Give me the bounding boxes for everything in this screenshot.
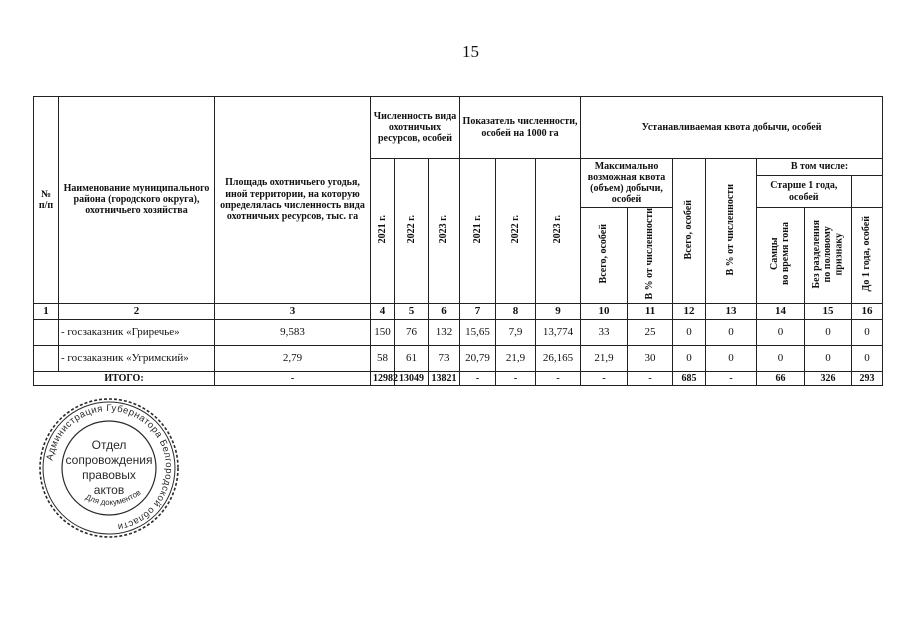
header-pop-2022-label: 2022 г.: [405, 215, 417, 244]
total-value: 66: [757, 371, 805, 385]
cell-value: 0: [852, 345, 883, 371]
seal-center-line-3: правовых: [82, 468, 136, 482]
cell-value: 58: [371, 345, 395, 371]
header-max-pct: [628, 208, 673, 304]
header-quota: Устанавливаемая квота добычи, особей: [581, 97, 883, 159]
header-males: [757, 208, 805, 304]
total-row: [34, 371, 883, 385]
cell-value: 0: [805, 345, 852, 371]
header-max-pct-label: В % от численности: [644, 208, 656, 300]
header-pop-2021: [371, 159, 395, 304]
cell-area: 2,79: [215, 345, 371, 371]
header-den-2021: [460, 159, 496, 304]
cell-value: 0: [757, 345, 805, 371]
column-number: 10: [581, 303, 628, 319]
cell-value: 15,65: [460, 319, 496, 345]
cell-value: 150: [371, 319, 395, 345]
header-nosex: [805, 208, 852, 304]
cell-value: 25: [628, 319, 673, 345]
total-value: 13821: [429, 371, 460, 385]
cell-num: [34, 345, 59, 371]
seal-bottom-text: Для документов: [84, 487, 143, 508]
header-den-2022-label: 2022 г.: [509, 215, 521, 244]
cell-value: 0: [673, 345, 706, 371]
table-row: [34, 319, 883, 345]
seal-center-line-2: сопровождения: [65, 453, 153, 467]
header-pop-2022: [395, 159, 429, 304]
column-number: 4: [371, 303, 395, 319]
column-number: 14: [757, 303, 805, 319]
cell-name: - госзаказник «Гриречье»: [59, 319, 215, 345]
header-max-total: [581, 208, 628, 304]
header-males-label: Самцы во время гона: [769, 222, 792, 286]
total-value: -: [496, 371, 536, 385]
total-value: -: [581, 371, 628, 385]
header-under1: [852, 208, 883, 304]
header-under1-label: До 1 года, особей: [861, 216, 873, 292]
cell-value: 33: [581, 319, 628, 345]
header-density: Показатель численности, особей на 1000 га: [460, 97, 581, 159]
column-number: 12: [673, 303, 706, 319]
cell-value: 0: [673, 319, 706, 345]
cell-value: 21,9: [496, 345, 536, 371]
header-name: Наименование муниципального района (городского округа), охотничьего хозяйства: [59, 97, 215, 304]
header-pop-2023: [429, 159, 460, 304]
header-total-pct-label: В % от численности: [725, 183, 737, 275]
quota-table: [33, 96, 883, 386]
column-number: 2: [59, 303, 215, 319]
page-number: 15: [462, 42, 479, 61]
header-max-quota: Максимально возможная квота (объем) добычи, особей: [581, 159, 673, 208]
total-value: 326: [805, 371, 852, 385]
cell-value: 0: [757, 319, 805, 345]
header-including: В том числе:: [757, 159, 882, 176]
column-number: 7: [460, 303, 496, 319]
cell-value: 7,9: [496, 319, 536, 345]
cell-value: 21,9: [581, 345, 628, 371]
cell-area: 9,583: [215, 319, 371, 345]
table-row: [34, 345, 883, 371]
total-label: ИТОГО:: [34, 371, 215, 385]
header-total: [673, 159, 706, 304]
cell-value: 0: [706, 345, 757, 371]
total-value: -: [706, 371, 757, 385]
column-numbers-row: [34, 303, 883, 319]
total-value: -: [536, 371, 581, 385]
total-value: 13049: [395, 371, 429, 385]
header-total-label: Всего, особей: [683, 199, 695, 259]
cell-num: [34, 319, 59, 345]
total-value: 685: [673, 371, 706, 385]
header-including-block: [757, 159, 883, 208]
column-number: 5: [395, 303, 429, 319]
header-population: Численность вида охотничьих ресурсов, особей: [371, 97, 460, 159]
seal-ring-text: Администрация Губернатора Белгородской области: [44, 402, 175, 533]
total-value: -: [460, 371, 496, 385]
header-area: Площадь охотничьего угодья, иной территории, на которую определялась численность вида охотничьих ресурсов, тыс. га: [215, 97, 371, 304]
total-value: 293: [852, 371, 883, 385]
header-den-2023-label: 2023 г.: [552, 215, 564, 244]
seal-center-line-1: Отдел: [91, 438, 127, 452]
seal-center-line-4: актов: [93, 483, 125, 497]
cell-name: - госзаказник «Угримский»: [59, 345, 215, 371]
cell-value: 13,774: [536, 319, 581, 345]
cell-value: 26,165: [536, 345, 581, 371]
official-seal: [38, 397, 180, 539]
header-pop-2023-label: 2023 г.: [438, 215, 450, 244]
cell-value: 0: [805, 319, 852, 345]
total-area: -: [215, 371, 371, 385]
column-number: 13: [706, 303, 757, 319]
column-number: 9: [536, 303, 581, 319]
column-number: 6: [429, 303, 460, 319]
header-den-2022: [496, 159, 536, 304]
header-nosex-label: Без разделения по половому признаку: [811, 219, 845, 288]
header-den-2023: [536, 159, 581, 304]
header-den-2021-label: 2021 г.: [471, 215, 483, 244]
cell-value: 73: [429, 345, 460, 371]
cell-value: 61: [395, 345, 429, 371]
header-num: № п/п: [34, 97, 59, 304]
column-number: 11: [628, 303, 673, 319]
cell-value: 20,79: [460, 345, 496, 371]
column-number: 16: [852, 303, 883, 319]
cell-value: 0: [852, 319, 883, 345]
header-older: Старше 1 года, особей: [757, 176, 852, 207]
column-number: 1: [34, 303, 59, 319]
cell-value: 0: [706, 319, 757, 345]
column-number: 3: [215, 303, 371, 319]
cell-value: 76: [395, 319, 429, 345]
cell-value: 132: [429, 319, 460, 345]
cell-value: 30: [628, 345, 673, 371]
header-pop-2021-label: 2021 г.: [376, 215, 388, 244]
column-number: 8: [496, 303, 536, 319]
total-value: 12982: [371, 371, 395, 385]
header-total-pct: [706, 159, 757, 304]
total-value: -: [628, 371, 673, 385]
header-max-total-label: Всего, особей: [598, 224, 610, 284]
column-number: 15: [805, 303, 852, 319]
